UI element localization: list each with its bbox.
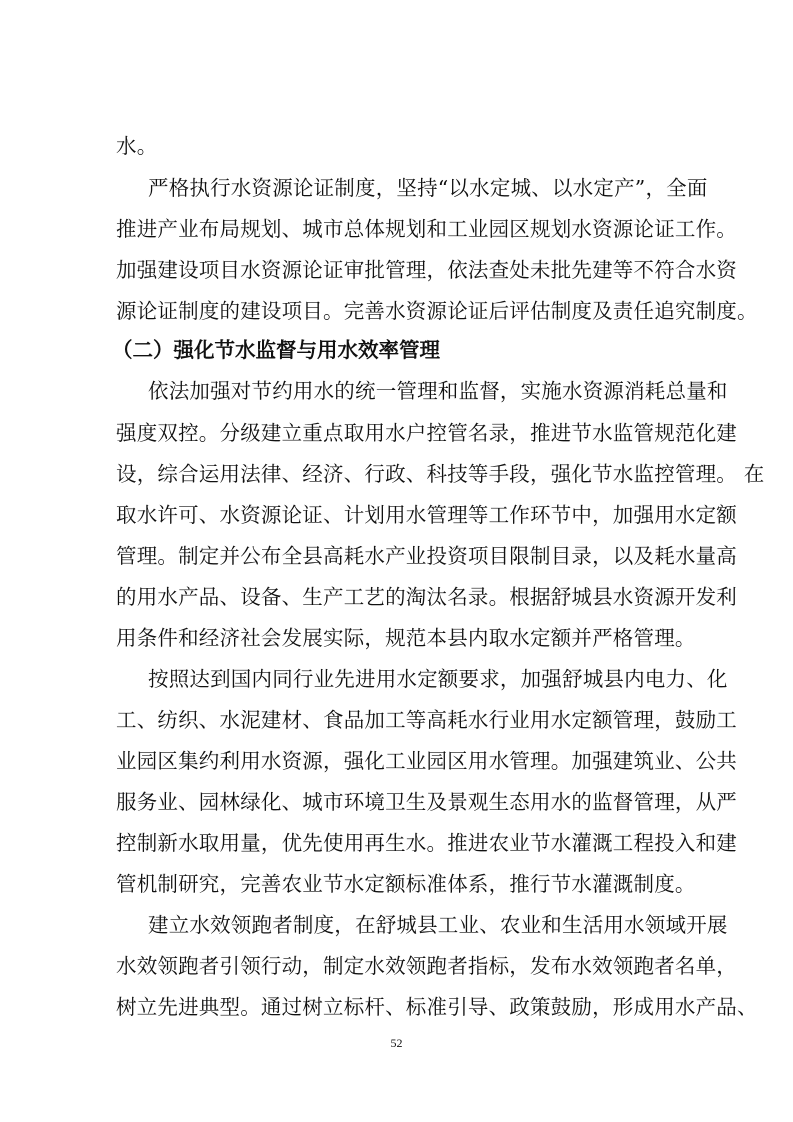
section-heading: （二）强化节水监督与用水效率管理 [112,338,440,362]
text-line: 严格执行水资源论证制度，坚持“以水定城、以水定产”，全面 [148,176,708,200]
text-line: 管机制研究，完善农业节水定额标准体系，推行节水灌溉制度。 [116,872,696,896]
text-line: 工、纺织、水泥建材、食品加工等高耗水行业用水定额管理，鼓励工 [116,708,737,732]
text-line: 服务业、园林绿化、城市环境卫生及景观生态用水的监督管理，从严 [116,790,737,814]
text-line: 依法加强对节约用水的统一管理和监督，实施水资源消耗总量和 [148,379,728,403]
text-line: 控制新水取用量，优先使用再生水。推进农业节水灌溉工程投入和建 [116,831,737,855]
text-line: 水效领跑者引领行动，制定水效领跑者指标，发布水效领跑者名单， [116,954,737,978]
text-line: 水。 [116,134,158,158]
text-line: 业园区集约利用水资源，强化工业园区用水管理。加强建筑业、公共 [116,749,737,773]
text-line: 推进产业布局规划、城市总体规划和工业园区规划水资源论证工作。 [116,217,737,241]
text-line: 取水许可、水资源论证、计划用水管理等工作环节中，加强用水定额 [116,503,737,527]
text-line: 建立水效领跑者制度，在舒城县工业、农业和生活用水领域开展 [148,913,728,937]
text-line: 管理。制定并公布全县高耗水产业投资项目限制目录，以及耗水量高 [116,544,737,568]
page-number: 52 [390,1036,403,1050]
text-line: 强度双控。分级建立重点取用水户控管名录，推进节水监管规范化建 [116,421,737,445]
text-line: 的用水产品、设备、生产工艺的淘汰名录。根据舒城县水资源开发利 [116,585,737,609]
text-line: 用条件和经济社会发展实际，规范本县内取水定额并严格管理。 [116,626,696,650]
text-line: 按照达到国内同行业先进用水定额要求，加强舒城县内电力、化 [148,667,728,691]
text-line: 源论证制度的建设项目。完善水资源论证后评估制度及责任追究制度。 [116,299,758,323]
text-line: 加强建设项目水资源论证审批管理，依法查处未批先建等不符合水资 [116,258,737,282]
text-line: 树立先进典型。通过树立标杆、标准引导、政策鼓励，形成用水产品、 [116,995,758,1019]
text-line: 设，综合运用法律、经济、行政、科技等手段，强化节水监控管理。 在 [116,462,765,486]
